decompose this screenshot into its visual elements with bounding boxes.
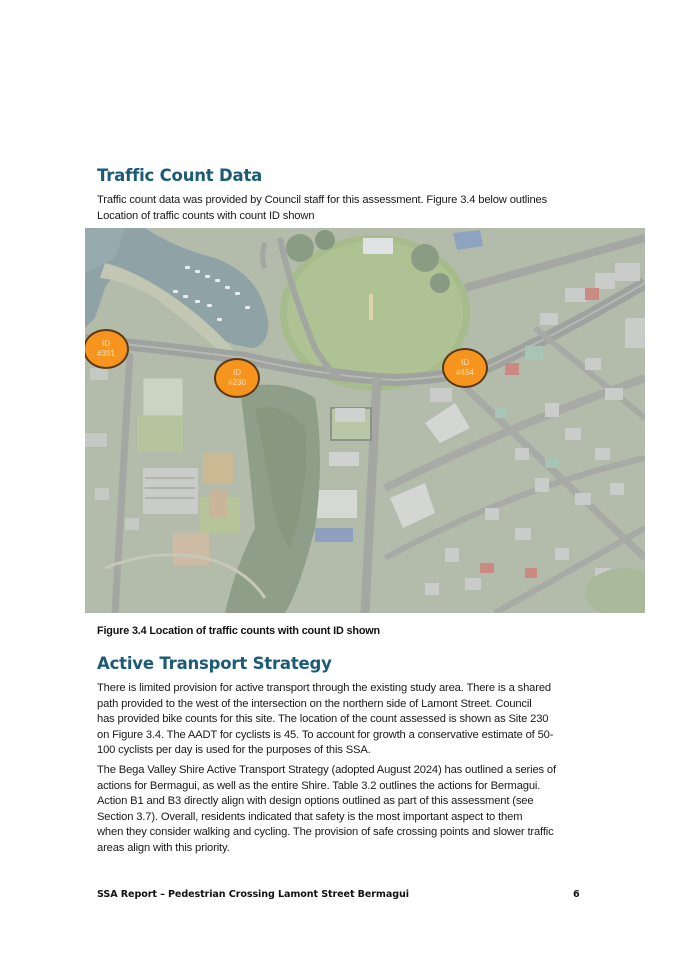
figure-caption: Figure 3.4 Location of traffic counts with count ID shown <box>97 625 380 637</box>
aerial-map-figure <box>85 228 645 613</box>
page-number: 6 <box>573 889 580 900</box>
marker-label: ID <box>233 368 241 377</box>
paragraph-line: path provided to the west of the intersection on the northern side of Lamont Street. Council <box>97 697 532 710</box>
active-transport-paragraph-1 <box>97 681 587 759</box>
marker-label: ID <box>102 339 110 348</box>
footer-title: SSA Report – Pedestrian Crossing Lamont Street Bermagui <box>97 889 409 900</box>
paragraph-line: The Bega Valley Shire Active Transport Strategy (adopted August 2024) has outlined a series of <box>97 764 556 776</box>
paragraph-line: Section 3.7). Overall, residents indicated that safety is the most important aspect to them <box>97 810 523 823</box>
paragraph-line: Traffic count data was provided by Council staff for this assessment. Figure 3.4 below outlines <box>97 194 548 206</box>
count-marker-454[interactable] <box>442 348 488 388</box>
paragraph-line: on Figure 3.4. The AADT for cyclists is 45. To account for growth a conservative estimate of 50- <box>97 728 554 741</box>
paragraph-line: Location of traffic counts with count ID shown <box>97 209 315 222</box>
active-transport-heading: Active Transport Strategy <box>97 654 332 673</box>
paragraph-line: There is limited provision for active transport through the existing study area. There is a shared <box>97 682 551 694</box>
marker-id: #454 <box>456 368 474 377</box>
marker-id: #230 <box>228 378 246 387</box>
aerial-map-image <box>85 228 645 613</box>
paragraph-line: when they consider walking and cycling. The provision of safe crossing points and slower traffic <box>97 826 554 838</box>
paragraph-line: 100 cyclists per day is used for the purposes of this SSA. <box>97 744 371 756</box>
marker-label: ID <box>461 358 469 367</box>
count-marker-230[interactable] <box>214 358 260 398</box>
traffic-count-paragraph <box>97 193 587 224</box>
paragraph-line: Action B1 and B3 directly align with design options outlined as part of this assessment (see <box>97 795 534 807</box>
count-marker-391[interactable] <box>85 329 129 369</box>
traffic-count-heading: Traffic Count Data <box>97 166 263 185</box>
active-transport-paragraph-2 <box>97 763 587 856</box>
paragraph-line: areas align with this priority. <box>97 841 230 854</box>
paragraph-line: has provided bike counts for this site. The location of the count assessed is shown as Site 230 <box>97 713 549 725</box>
marker-id: #391 <box>97 349 115 358</box>
paragraph-line: actions for Bermagui, as well as the entire Shire. Table 3.2 outlines the actions for Bermagui. <box>97 779 541 792</box>
